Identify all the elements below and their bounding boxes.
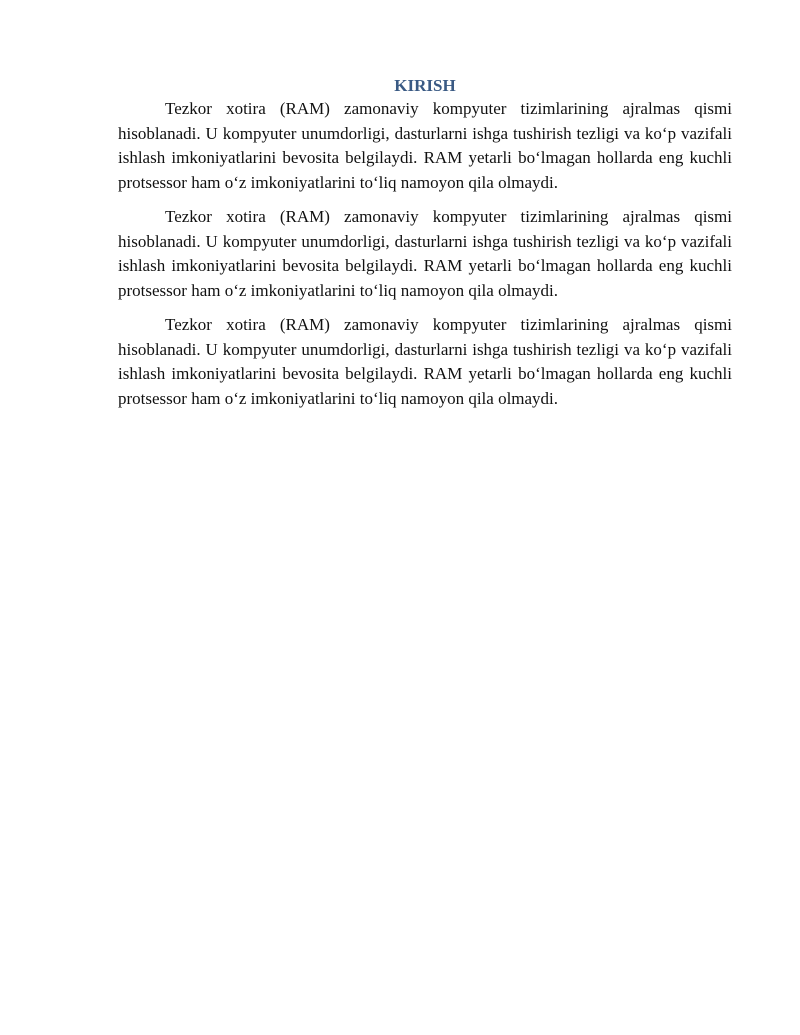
document-body	[118, 75, 732, 421]
body-paragraph-2: Tezkor xotira (RAM) zamonaviy kompyuter tizimlarining ajralmas qismi hisoblanadi. U kompyuter unumdorligi, dasturlarni ishga tushirish tezligi va ko‘p vazifali ishlash imkoniyatlarini bevosita belgilaydi. RAM yetarli bo‘lmagan hollarda eng kuchli protsessor ham o‘z imkoniyatlarini to‘liq namoyon qila olmaydi.	[118, 207, 732, 300]
body-paragraph-1: Tezkor xotira (RAM) zamonaviy kompyuter tizimlarining ajralmas qismi hisoblanadi. U kompyuter unumdorligi, dasturlarni ishga tushirish tezligi va ko‘p vazifali ishlash imkoniyatlarini bevosita belgilaydi. RAM yetarli bo‘lmagan hollarda eng kuchli protsessor ham o‘z imkoniyatlarini to‘liq namoyon qila olmaydi.	[118, 99, 732, 192]
section-heading: KIRISH	[394, 76, 456, 95]
body-paragraph-3: Tezkor xotira (RAM) zamonaviy kompyuter tizimlarining ajralmas qismi hisoblanadi. U kompyuter unumdorligi, dasturlarni ishga tushirish tezligi va ko‘p vazifali ishlash imkoniyatlarini bevosita belgilaydi. RAM yetarli bo‘lmagan hollarda eng kuchli protsessor ham o‘z imkoniyatlarini to‘liq namoyon qila olmaydi.	[118, 315, 732, 408]
